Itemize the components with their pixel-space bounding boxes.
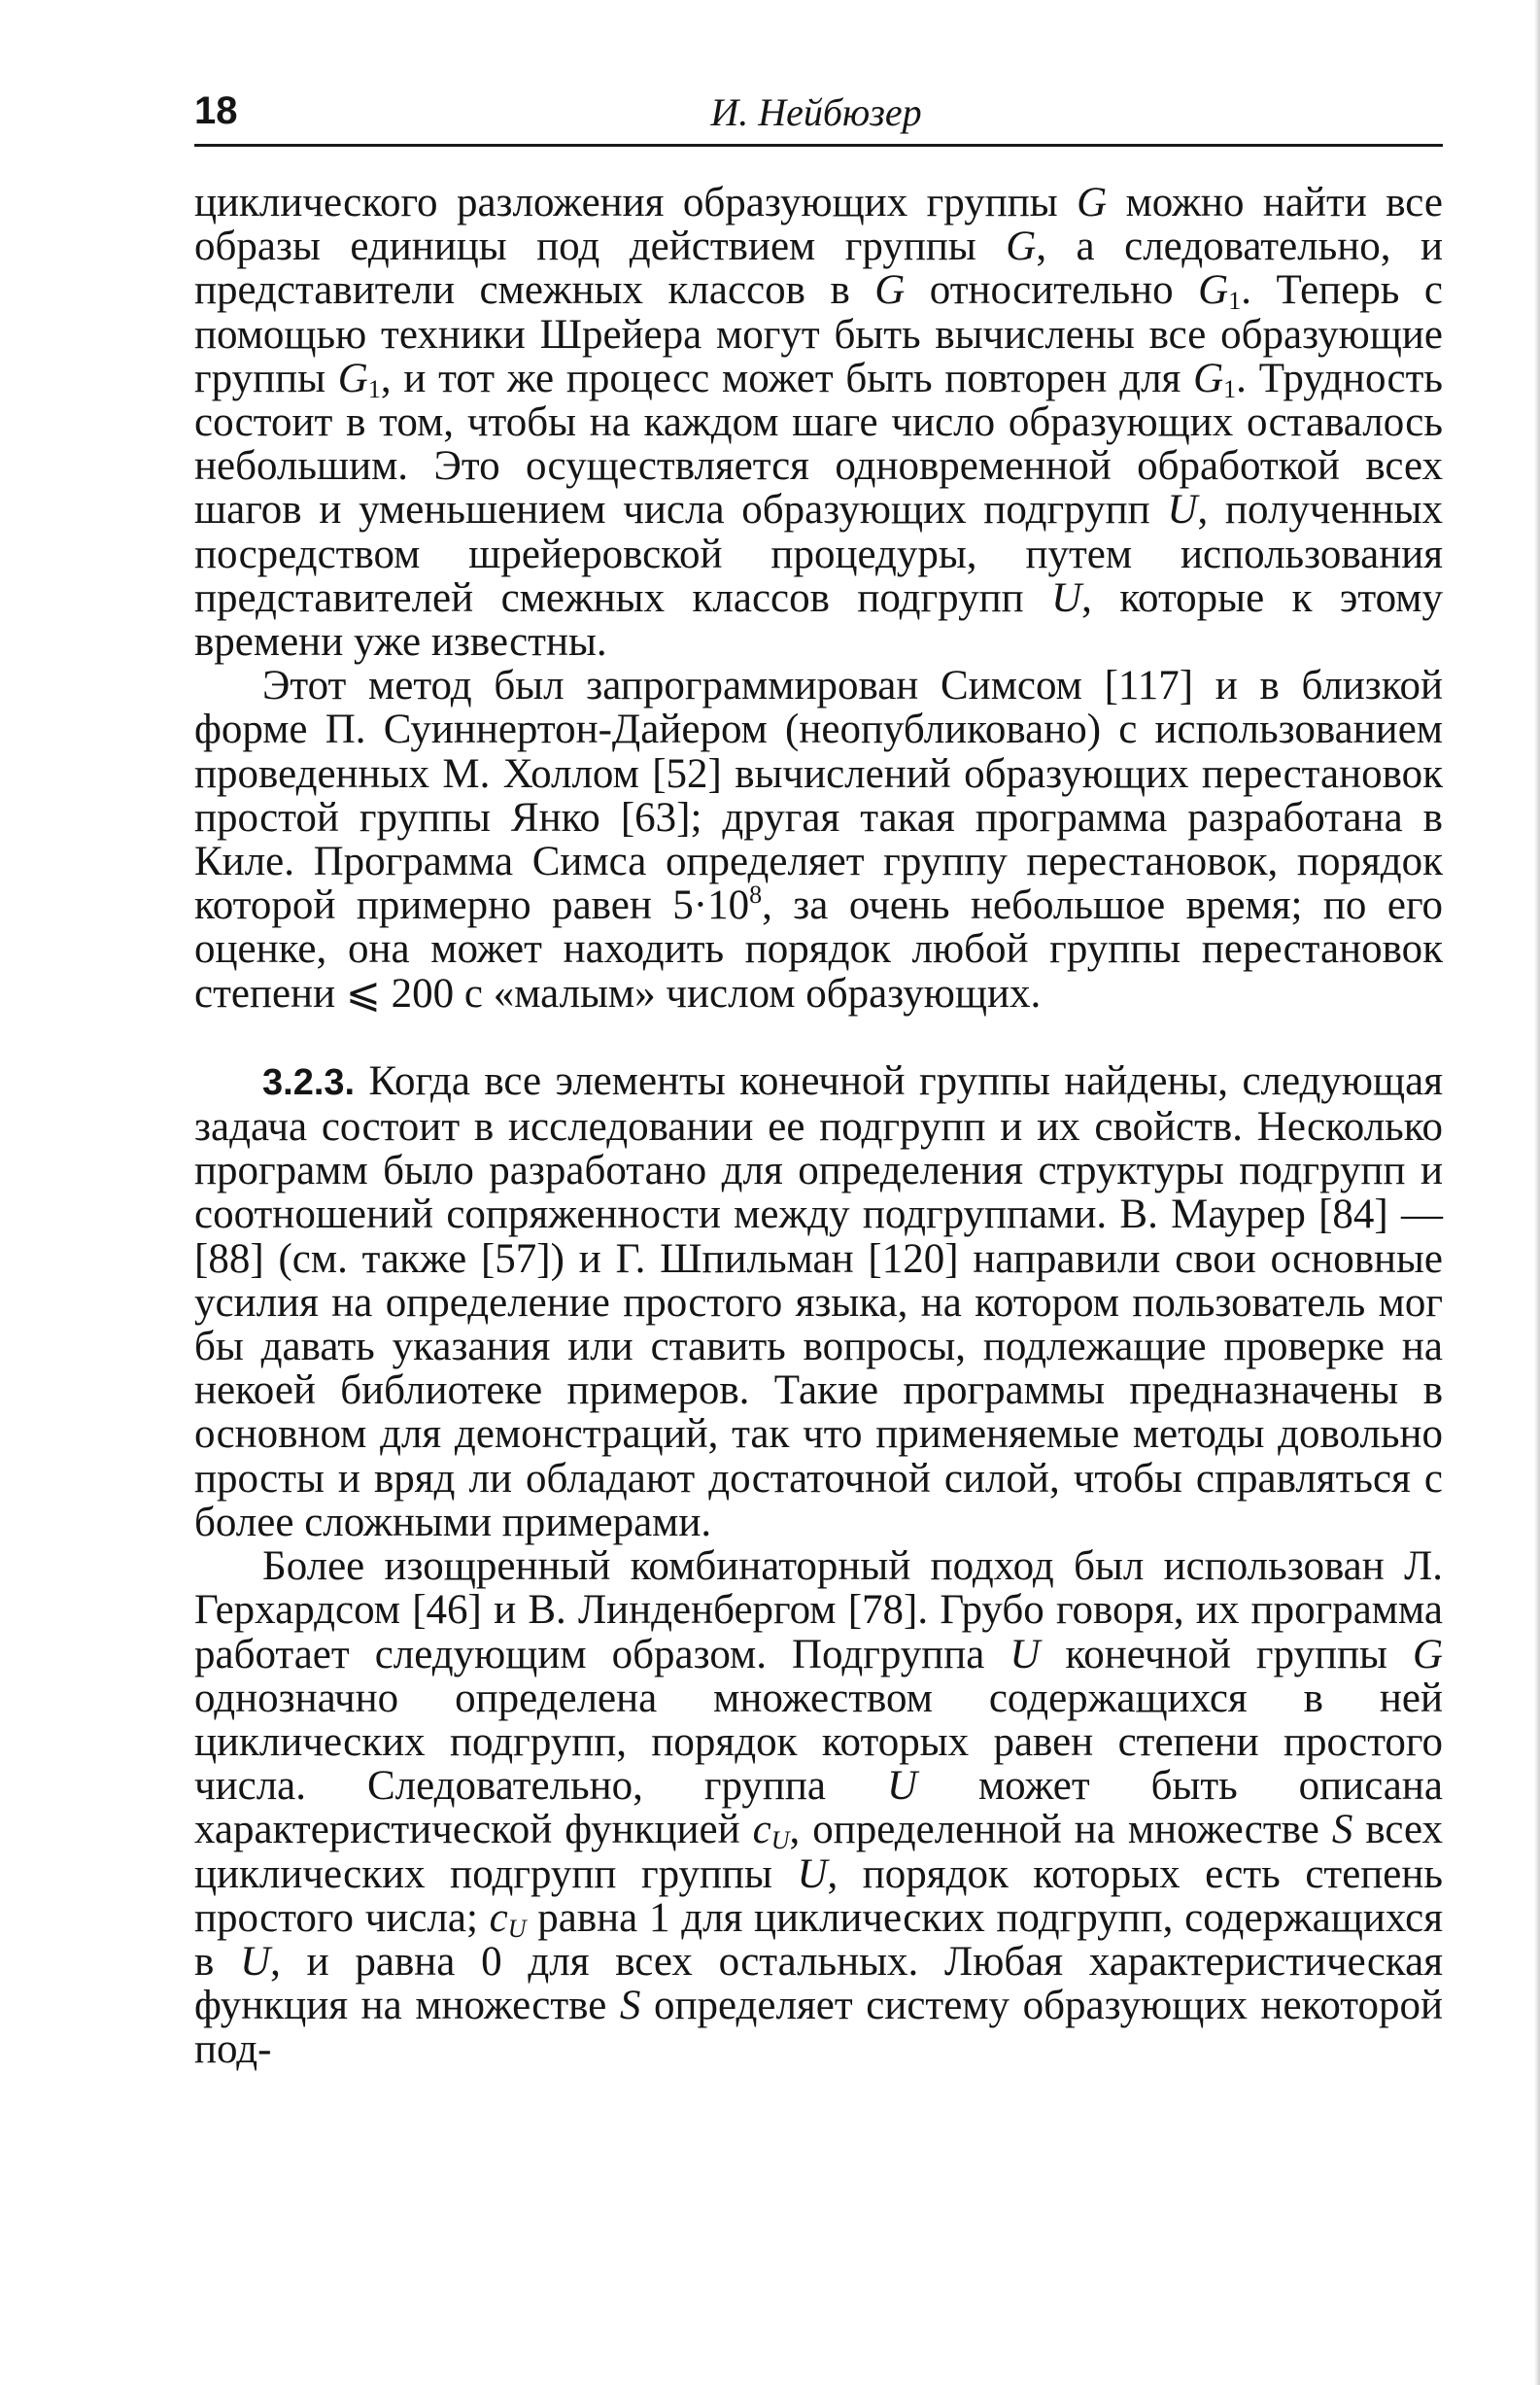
text-run: Этот метод был запрограммирован Симсом [117] и в близкой форме П. Суиннертон-Дайером (неопубликовано) с использованием проведенных М. Холлом [52] вычислений образующих перестановок простой группы Янко [63]; другая такая программа разработана в Киле. Программа Симса определяет группу перестановок, порядок которой примерно равен 5·10	[194, 663, 1443, 929]
math-G: G	[1193, 355, 1224, 401]
page-header	[194, 89, 1438, 138]
math-G: G	[874, 267, 906, 314]
text-run: может быть описана характеристической функцией	[194, 1763, 1443, 1853]
text-run: Когда все элементы конечной группы найдены, следующая задача состоит в исследовании ее подгрупп и их свойств. Несколько программ было разработано для определения структуры подгрупп и соотношений сопряженности между подгруппами. В. Маурер [84] — [88] (см. также [57]) и Г. Шпильман [120] направили свои основные усилия на определение простого языка, на котором пользователь мог бы давать указания или ставить вопросы, подлежащие проверке на некоей библиотеке примеров. Такие программы предназначены в основном для демонстраций, так что применяемые методы довольно просты и вряд ли обладают достаточной силой, чтобы справляться с более сложными примерами.	[194, 1057, 1443, 1545]
math-G: G	[1006, 224, 1037, 270]
math-subscript: 1	[367, 374, 381, 403]
text-run: , полученных посредством шрейеровской процедуры, путем использования представителей смежных классов подгрупп	[194, 487, 1444, 621]
page-edge-shadow	[1534, 0, 1540, 2385]
text-run: конечной группы	[1040, 1631, 1413, 1677]
math-S: S	[1331, 1807, 1353, 1853]
text-run: , и тот же процесс может быть повторен для	[380, 355, 1194, 401]
text-run: , порядок которых есть степень простого числа;	[194, 1850, 1443, 1941]
section-number: 3.2.3.	[262, 1061, 356, 1103]
text-run: . Трудность состоит в том, чтобы на каждом шаге число образующих оставалось небольшим. Это осуществляется одновременной обработкой всех шагов и уменьшением числа образующих подгрупп	[194, 355, 1443, 534]
math-subscript: U	[507, 1914, 527, 1943]
text-run: можно найти все образы единицы под действием группы	[194, 180, 1443, 270]
header-rule	[194, 144, 1443, 147]
text-run: , за очень небольшое время; по его оценке, она может находить порядок любой группы перестановок степени ⩽ 200 с «малым» числом образующих.	[194, 882, 1444, 1017]
text-run: равна 1 для циклических подгрупп, содержащихся в	[194, 1894, 1443, 1985]
math-S: S	[619, 1983, 641, 2029]
math-exponent: 8	[749, 881, 763, 910]
math-U: U	[1010, 1631, 1041, 1677]
running-title: И. Нейбюзер	[710, 90, 922, 134]
math-subscript: 1	[1228, 287, 1242, 316]
math-G: G	[1077, 180, 1108, 225]
text-run: определяет систему образующих некоторой под-	[194, 1983, 1443, 2073]
text-run: Более изощренный комбинаторный подход был использован Л. Герхардсом [46] и В. Линденбергом [78]. Грубо говоря, их программа работает следующим образом. Подгруппа	[194, 1543, 1443, 1677]
paragraph-4	[194, 1544, 1443, 2071]
text-run: , которые к этому времени уже известны.	[194, 574, 1443, 666]
math-G: G	[337, 355, 368, 401]
text-run: , и равна 0 для всех остальных. Любая характеристическая функция на множестве	[194, 1938, 1444, 2029]
text-run: . Теперь с помощью техники Шрейера могут быть вычислены все образующие группы	[194, 267, 1443, 401]
math-G: G	[1198, 267, 1229, 314]
text-run: , определенной на множестве	[789, 1807, 1332, 1853]
math-subscript: 1	[1223, 374, 1237, 403]
math-c: c	[489, 1894, 508, 1941]
math-U: U	[886, 1763, 918, 1810]
math-U: U	[1051, 574, 1082, 621]
text-run: , а следовательно, и представители смежных классов в	[194, 224, 1443, 314]
math-subscript: U	[770, 1826, 790, 1855]
text-run: однозначно определена множеством содержащихся в ней циклических подгрупп, порядок которых равен степени простого числа. Следовательно, группа	[194, 1675, 1443, 1810]
page-body	[194, 181, 1443, 2072]
text-run: относительно	[905, 267, 1199, 314]
page-number: 18	[194, 89, 238, 132]
math-U: U	[1167, 487, 1198, 534]
text-run: циклического разложения образующих группы	[194, 180, 1078, 225]
paragraph-1	[194, 181, 1443, 664]
text-run: всех циклических подгрупп группы	[194, 1807, 1443, 1897]
math-G: G	[1412, 1631, 1443, 1677]
section-gap	[194, 1016, 1443, 1059]
paragraph-3	[194, 1059, 1443, 1544]
math-U: U	[797, 1850, 828, 1897]
math-U: U	[240, 1938, 271, 1985]
paragraph-2	[194, 664, 1443, 1016]
math-c: c	[752, 1807, 771, 1853]
